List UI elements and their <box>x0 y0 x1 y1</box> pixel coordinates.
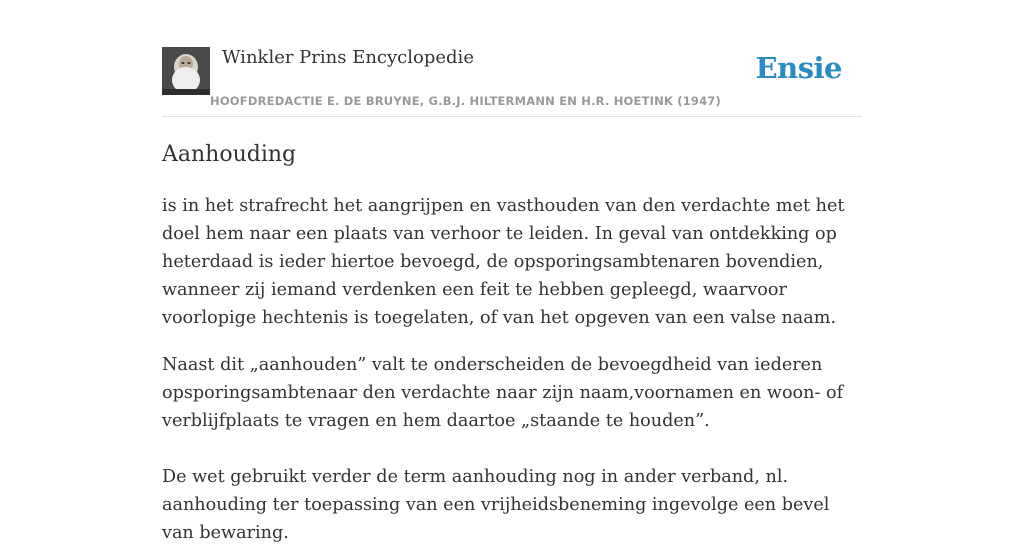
source-avatar[interactable] <box>162 47 210 95</box>
bearded-man-portrait-icon <box>162 47 210 95</box>
ensie-logo[interactable]: Ensie <box>755 51 842 85</box>
article-title: Aanhouding <box>162 142 297 167</box>
article-paragraph: De wet gebruikt verder de term aanhouding nog in ander verband, nl. aanhouding ter toepassing van een vrijheidsbeneming ingevolge een bevel van bewaring. <box>162 467 830 543</box>
source-title[interactable]: Winkler Prins Encyclopedie <box>222 47 474 68</box>
source-header <box>162 0 862 117</box>
source-editors: HOOFDREDACTIE E. DE BRUYNE, G.B.J. HILTERMANN EN H.R. HOETINK (1947) <box>210 94 721 108</box>
article-page <box>162 0 862 543</box>
article-paragraph: Naast dit „aanhouden” valt te onderscheiden de bevoegdheid van iederen opsporingsambtenaar den verdachte naar zijn naam,voornamen en woon- of verblijfplaats te vragen en hem daartoe „staande te houden”. <box>162 355 844 431</box>
article-paragraph: is in het strafrecht het aangrijpen en vasthouden van den verdachte met het doel hem naar een plaats van verhoor te leiden. In geval van ontdekking op heterdaad is ieder hiertoe bevoegd, de opsporingsambtenaren bovendien, wanneer zij iemand verdenken een feit te hebben gepleegd, waarvoor voorlopige hechtenis is toegelaten, of van het opgeven van een valse naam. <box>162 196 845 328</box>
